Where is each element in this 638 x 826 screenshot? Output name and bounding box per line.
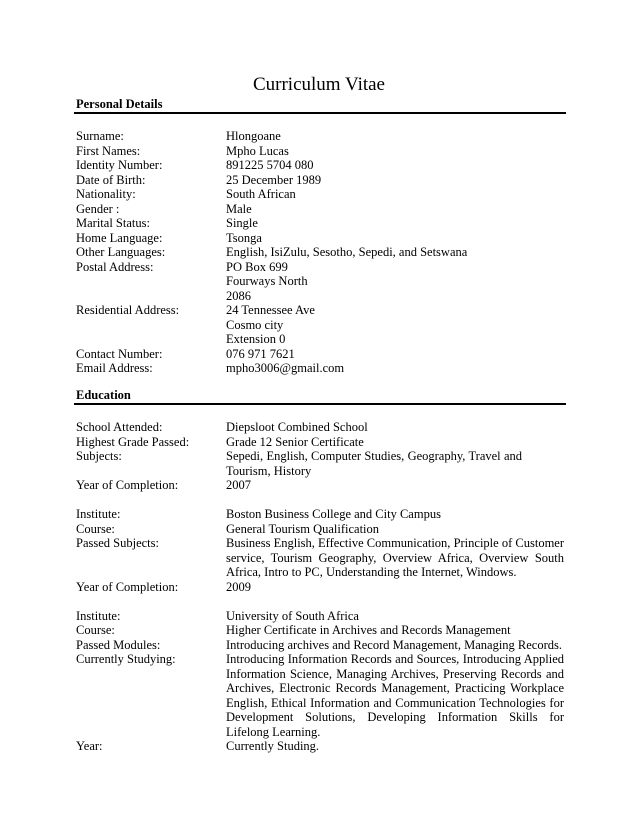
other-languages-label: Other Languages: xyxy=(76,245,166,259)
college-institute-label: Institute: xyxy=(76,507,121,521)
personal-details-heading: Personal Details xyxy=(76,97,163,111)
postal-address-label: Postal Address: xyxy=(76,259,154,274)
subjects-text: Sepedi, English, Computer Studies, Geography, Travel and Tourism, History xyxy=(226,449,522,478)
nationality-value: South African xyxy=(226,187,296,201)
college-course-label: Course: xyxy=(76,521,115,536)
university-year-label: Year: xyxy=(76,739,103,753)
contact-number-label: Contact Number: xyxy=(76,346,163,361)
surname-label: Surname: xyxy=(76,129,124,143)
university-current-value xyxy=(226,652,564,739)
subjects-label: Subjects: xyxy=(76,449,122,463)
university-institute-label: Institute: xyxy=(76,608,121,623)
document-title: Curriculum Vitae xyxy=(252,74,385,95)
subjects-value xyxy=(226,449,564,478)
college-passed-label: Passed Subjects: xyxy=(76,536,159,550)
university-current-text: Introducing Information Records and Sources, Introducing Applied Information Science, Managing Archives, Preserving Records and Archives, Electronic Records Management, Practicing Workplace English, Ethical Information and Communication Technologies for Development Solutions, Developing Information Skills for Lifelong Learning. xyxy=(226,652,564,739)
university-course-label: Course: xyxy=(76,623,115,637)
school-year-label: Year of Completion: xyxy=(76,478,179,492)
nationality-label: Nationality: xyxy=(76,187,136,201)
university-passed-value: Introducing archives and Record Management, Managing Records. xyxy=(226,637,563,652)
school-attended-value: Diepsloot Combined School xyxy=(226,420,368,434)
postal-address-value xyxy=(226,260,564,304)
education-rule xyxy=(74,403,566,405)
marital-status-label: Marital Status: xyxy=(76,216,150,230)
residential-address-line: 24 Tennessee Ave xyxy=(226,303,315,317)
university-course-value: Higher Certificate in Archives and Records Management xyxy=(226,623,511,637)
gender-value: Male xyxy=(226,201,252,216)
email-address-value: mpho3006@gmail.com xyxy=(226,361,345,375)
college-passed-text: Business English, Effective Communication, Principle of Customer service, Tourism Geography, Overview Africa, Overview South Africa, Intro to PC, Understanding the Internet, Windows. xyxy=(226,536,564,579)
college-institute-value: Boston Business College and City Campus xyxy=(226,507,441,521)
home-language-value: Tsonga xyxy=(226,230,262,245)
university-passed-label: Passed Modules: xyxy=(76,637,161,652)
first-names-label: First Names: xyxy=(76,143,141,158)
personal-details-rule xyxy=(74,112,566,114)
other-languages-value: English, IsiZulu, Sesotho, Sepedi, and Setswana xyxy=(226,245,468,259)
education-heading: Education xyxy=(76,388,131,402)
college-course-value: General Tourism Qualification xyxy=(226,521,380,536)
school-attended-label: School Attended: xyxy=(76,420,163,434)
postal-address-line: Fourways North xyxy=(226,274,308,288)
surname-value: Hlongoane xyxy=(226,129,281,143)
marital-status-value: Single xyxy=(226,216,258,230)
highest-grade-label: Highest Grade Passed: xyxy=(76,434,190,449)
date-of-birth-value: 25 December 1989 xyxy=(226,172,322,187)
university-year-value: Currently Studing. xyxy=(226,739,320,753)
gender-label: Gender : xyxy=(76,201,120,216)
email-address-label: Email Address: xyxy=(76,361,153,375)
university-current-label: Currently Studying: xyxy=(76,652,176,666)
highest-grade-value: Grade 12 Senior Certificate xyxy=(226,434,364,449)
postal-address-line: 2086 xyxy=(226,288,251,303)
residential-address-label: Residential Address: xyxy=(76,303,180,317)
college-passed-value xyxy=(226,536,564,580)
home-language-label: Home Language: xyxy=(76,230,163,245)
school-year-value: 2007 xyxy=(226,478,251,492)
first-names-value: Mpho Lucas xyxy=(226,143,289,158)
residential-address-line: Cosmo city xyxy=(226,317,284,332)
college-year-value: 2009 xyxy=(226,579,251,594)
date-of-birth-label: Date of Birth: xyxy=(76,172,146,187)
identity-number-value: 891225 5704 080 xyxy=(226,158,314,172)
postal-address-line: PO Box 699 xyxy=(226,259,288,274)
college-year-label: Year of Completion: xyxy=(76,579,179,594)
university-institute-value: University of South Africa xyxy=(226,608,359,623)
identity-number-label: Identity Number: xyxy=(76,158,163,172)
contact-number-value: 076 971 7621 xyxy=(226,346,295,361)
residential-address-line: Extension 0 xyxy=(226,332,286,346)
residential-address-value xyxy=(226,303,564,347)
